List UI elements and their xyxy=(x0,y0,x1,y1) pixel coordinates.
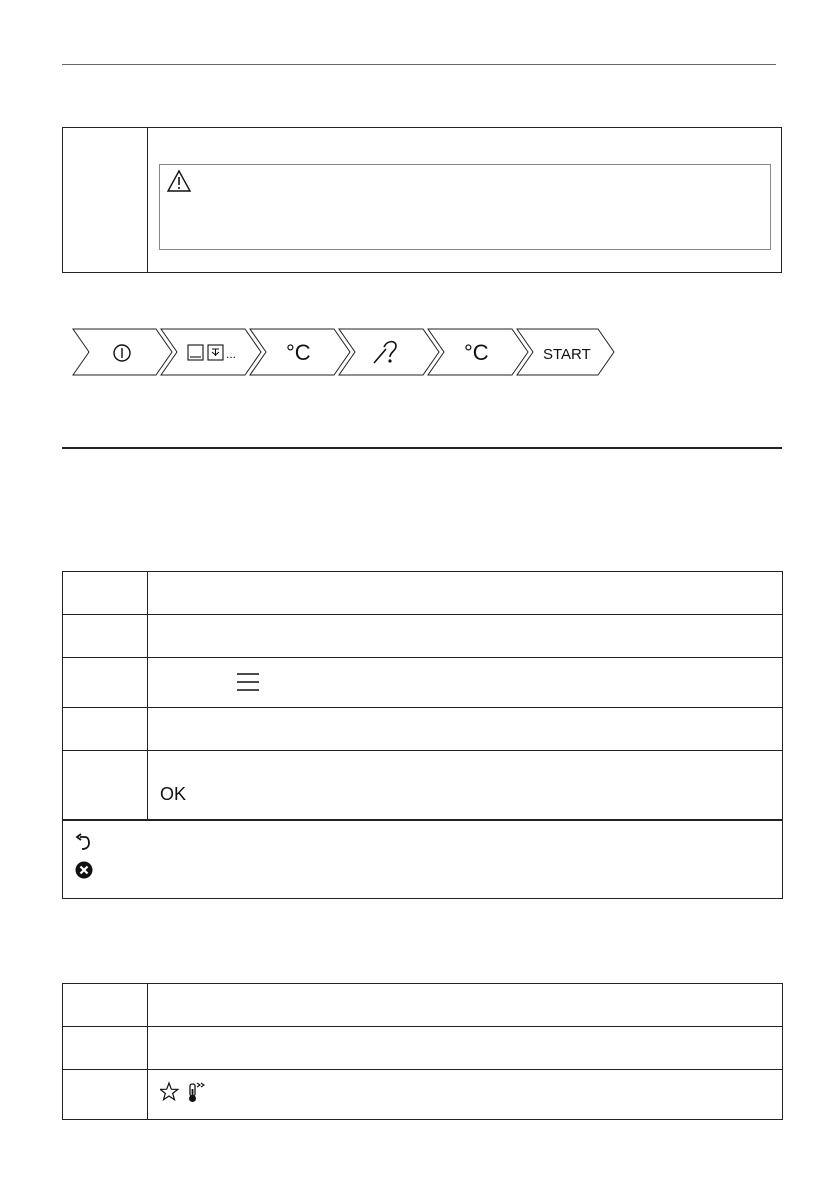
step-text-cell xyxy=(148,1027,783,1070)
warning-frame xyxy=(159,164,771,250)
note-cell xyxy=(63,820,783,899)
step-number-cell xyxy=(63,658,148,708)
step-number-cell xyxy=(63,1070,148,1120)
table-row xyxy=(63,572,783,615)
step-number-cell xyxy=(63,708,148,751)
step-text-cell xyxy=(148,751,783,820)
step-number-cell xyxy=(63,751,148,820)
step-text-cell xyxy=(148,1070,783,1120)
table-row xyxy=(63,751,783,820)
table-row xyxy=(63,615,783,658)
step-text-cell xyxy=(148,708,783,751)
start-label: START xyxy=(543,346,591,363)
warning-icon xyxy=(166,169,192,193)
section-rule xyxy=(62,447,782,449)
step-number-cell xyxy=(63,1027,148,1070)
heating-functions-ellipsis: ... xyxy=(226,347,237,361)
options-table xyxy=(62,983,783,1120)
top-rule xyxy=(62,64,776,65)
power-icon xyxy=(114,345,130,361)
ok-label: OK xyxy=(160,784,187,804)
temperature-icon: °C xyxy=(286,340,311,365)
cancel-icon xyxy=(75,861,93,879)
table-row xyxy=(63,1070,783,1120)
menu-icon xyxy=(236,671,260,693)
undo-icon xyxy=(75,833,91,851)
core-temperature-icon: °C xyxy=(464,340,489,365)
step-heating-function xyxy=(161,329,261,375)
food-sensor-icon xyxy=(374,342,396,363)
table-row xyxy=(63,984,783,1027)
favourite-icons xyxy=(160,1081,224,1105)
step-text-cell xyxy=(148,572,783,615)
step-text-cell xyxy=(148,658,783,708)
steps-sequence xyxy=(72,328,618,378)
step-text-cell xyxy=(148,984,783,1027)
thermometer-fast-icon xyxy=(189,1083,204,1102)
table-row xyxy=(63,1027,783,1070)
steps-table xyxy=(62,571,783,899)
step-number-cell xyxy=(63,572,148,615)
column-divider xyxy=(147,128,148,272)
table-row xyxy=(63,708,783,751)
info-box xyxy=(62,127,782,273)
heating-functions-icon xyxy=(188,345,223,360)
table-row xyxy=(63,658,783,708)
step-food-sensor xyxy=(339,329,439,375)
step-number-cell xyxy=(63,984,148,1027)
star-icon xyxy=(160,1083,178,1100)
table-footer-row xyxy=(63,820,783,899)
step-number-cell xyxy=(63,615,148,658)
step-text-cell xyxy=(148,615,783,658)
